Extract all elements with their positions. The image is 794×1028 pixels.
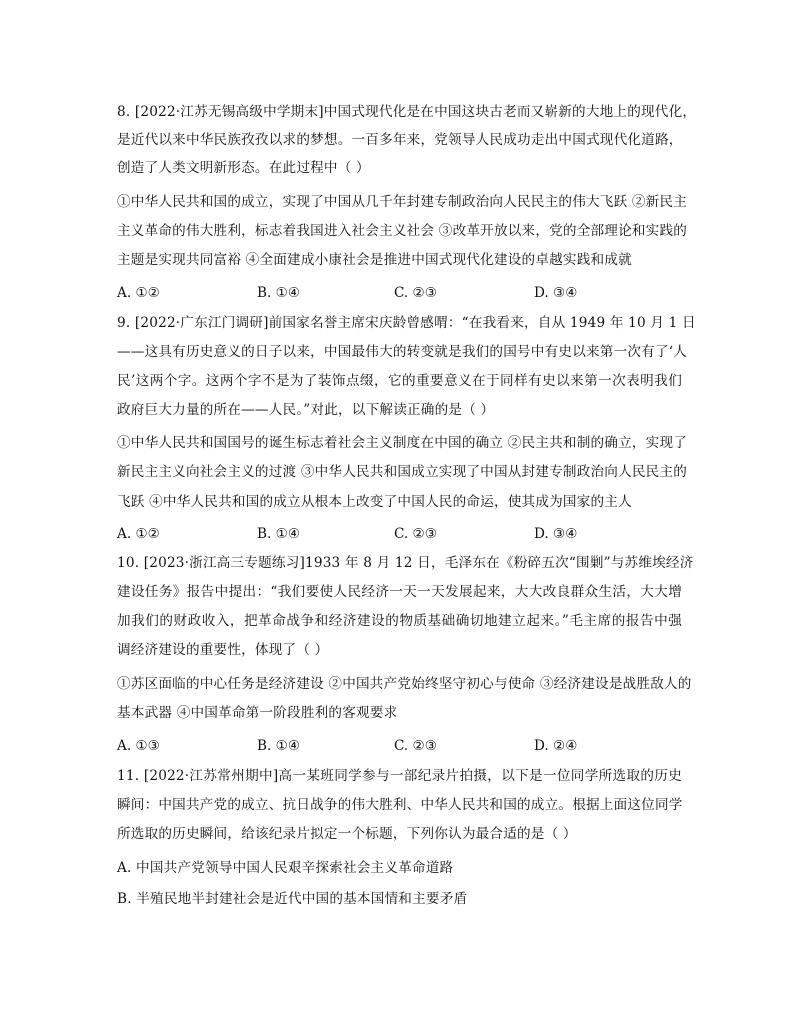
- option-b: B. ①④: [257, 285, 301, 301]
- option-d: D. ③④: [534, 526, 578, 542]
- question-8-line-2: 是近代以来中华民族孜孜以求的梦想。一百多年来，党领导人民成功走出中国式现代化道路，: [117, 132, 683, 148]
- question-8-line-5: 主义革命的伟大胜利，标志着我国进入社会主义社会 ③改革开放以来，党的全部理论和实践的: [117, 223, 688, 239]
- question-9-line-1: 9. [2022·广东江门调研]前国家名誉主席宋庆龄曾感喟：“在我看来，自从 1949 年 10 月 1 日: [117, 315, 696, 331]
- question-10-line-2: 建设任务》报告中提出：“我们要使人民经济一天一天发展起来，大大改良群众生活，大大增: [117, 584, 682, 600]
- question-9-line-4: 政府巨大力量的所在——人民。”对此，以下解读正确的是（ ）: [117, 402, 495, 418]
- question-9-line-2: ——这具有历史意义的日子以来，中国最伟大的转变就是我们的国号中有史以来第一次有了‘人: [117, 344, 688, 360]
- question-11-option-a: A. 中国共产党领导中国人民艰辛探索社会主义革命道路: [117, 860, 454, 876]
- question-8-line-1: 8. [2022·江苏无锡高级中学期末]中国式现代化是在中国这块古老而又崭新的大地上的现代化，: [117, 104, 697, 120]
- option-b: B. ①④: [257, 738, 301, 754]
- option-c: C. ②③: [394, 526, 437, 542]
- question-9-line-3: 民’这两个字。这两个字不是为了装饰点缀，它的重要意义在于同样有史以来第一次表明我们: [117, 373, 682, 389]
- question-9-line-5: ①中华人民共和国国号的诞生标志着社会主义制度在中国的确立 ②民主共和制的确立，实现了: [117, 435, 688, 451]
- question-9-line-7: 飞跃 ④中华人民共和国的成立从根本上改变了中国人民的命运，使其成为国家的主人: [117, 494, 632, 510]
- option-a: A. ①②: [117, 285, 160, 301]
- option-a: A. ①②: [117, 526, 160, 542]
- option-b: B. ①④: [257, 526, 301, 542]
- question-8-line-4: ①中华人民共和国的成立，实现了中国从几千年封建专制政治向人民民主的伟大飞跃 ②新民主: [117, 194, 688, 210]
- option-c: C. ②③: [394, 285, 437, 301]
- option-c: C. ②③: [394, 738, 437, 754]
- question-9-line-6: 新民主主义向社会主义的过渡 ③中华人民共和国成立实现了中国从封建专制政治向人民民主的: [117, 464, 688, 480]
- option-d: D. ③④: [534, 285, 578, 301]
- question-11-option-b: B. 半殖民地半封建社会是近代中国的基本国情和主要矛盾: [117, 891, 468, 907]
- question-11-line-2: 瞬间：中国共产党的成立、抗日战争的伟大胜利、中华人民共和国的成立。根据上面这位同学: [117, 797, 683, 813]
- question-10-line-3: 加我们的财政收入，把革命战争和经济建设的物质基础确切地建立起来。”毛主席的报告中强: [117, 613, 682, 629]
- question-8-line-3: 创造了人类文明新形态。在此过程中（ ）: [117, 160, 370, 176]
- question-10-line-6: 基本武器 ④中国革命第一阶段胜利的客观要求: [117, 705, 398, 721]
- question-10-line-5: ①苏区面临的中心任务是经济建设 ②中国共产党始终坚守初心与使命 ③经济建设是战胜敌人的: [117, 676, 692, 692]
- question-10-line-1: 10. [2023·浙江高三专题练习]1933 年 8 月 12 日，毛泽东在《粉碎五次“围剿”与苏维埃经济: [117, 555, 694, 571]
- question-8-line-6: 主题是实现共同富裕 ④全面建成小康社会是推进中国式现代化建设的卓越实践和成就: [117, 252, 632, 268]
- question-11-line-3: 所选取的历史瞬间，给该纪录片拟定一个标题，下列你认为最合适的是（ ）: [117, 826, 577, 842]
- question-10-line-4: 调经济建设的重要性，体现了（ ）: [117, 642, 329, 658]
- option-d: D. ②④: [534, 738, 578, 754]
- option-a: A. ①③: [117, 738, 160, 754]
- question-11-line-1: 11. [2022·江苏常州期中]高一某班同学参与一部纪录片拍摄，以下是一位同学所选取的历史: [117, 768, 682, 784]
